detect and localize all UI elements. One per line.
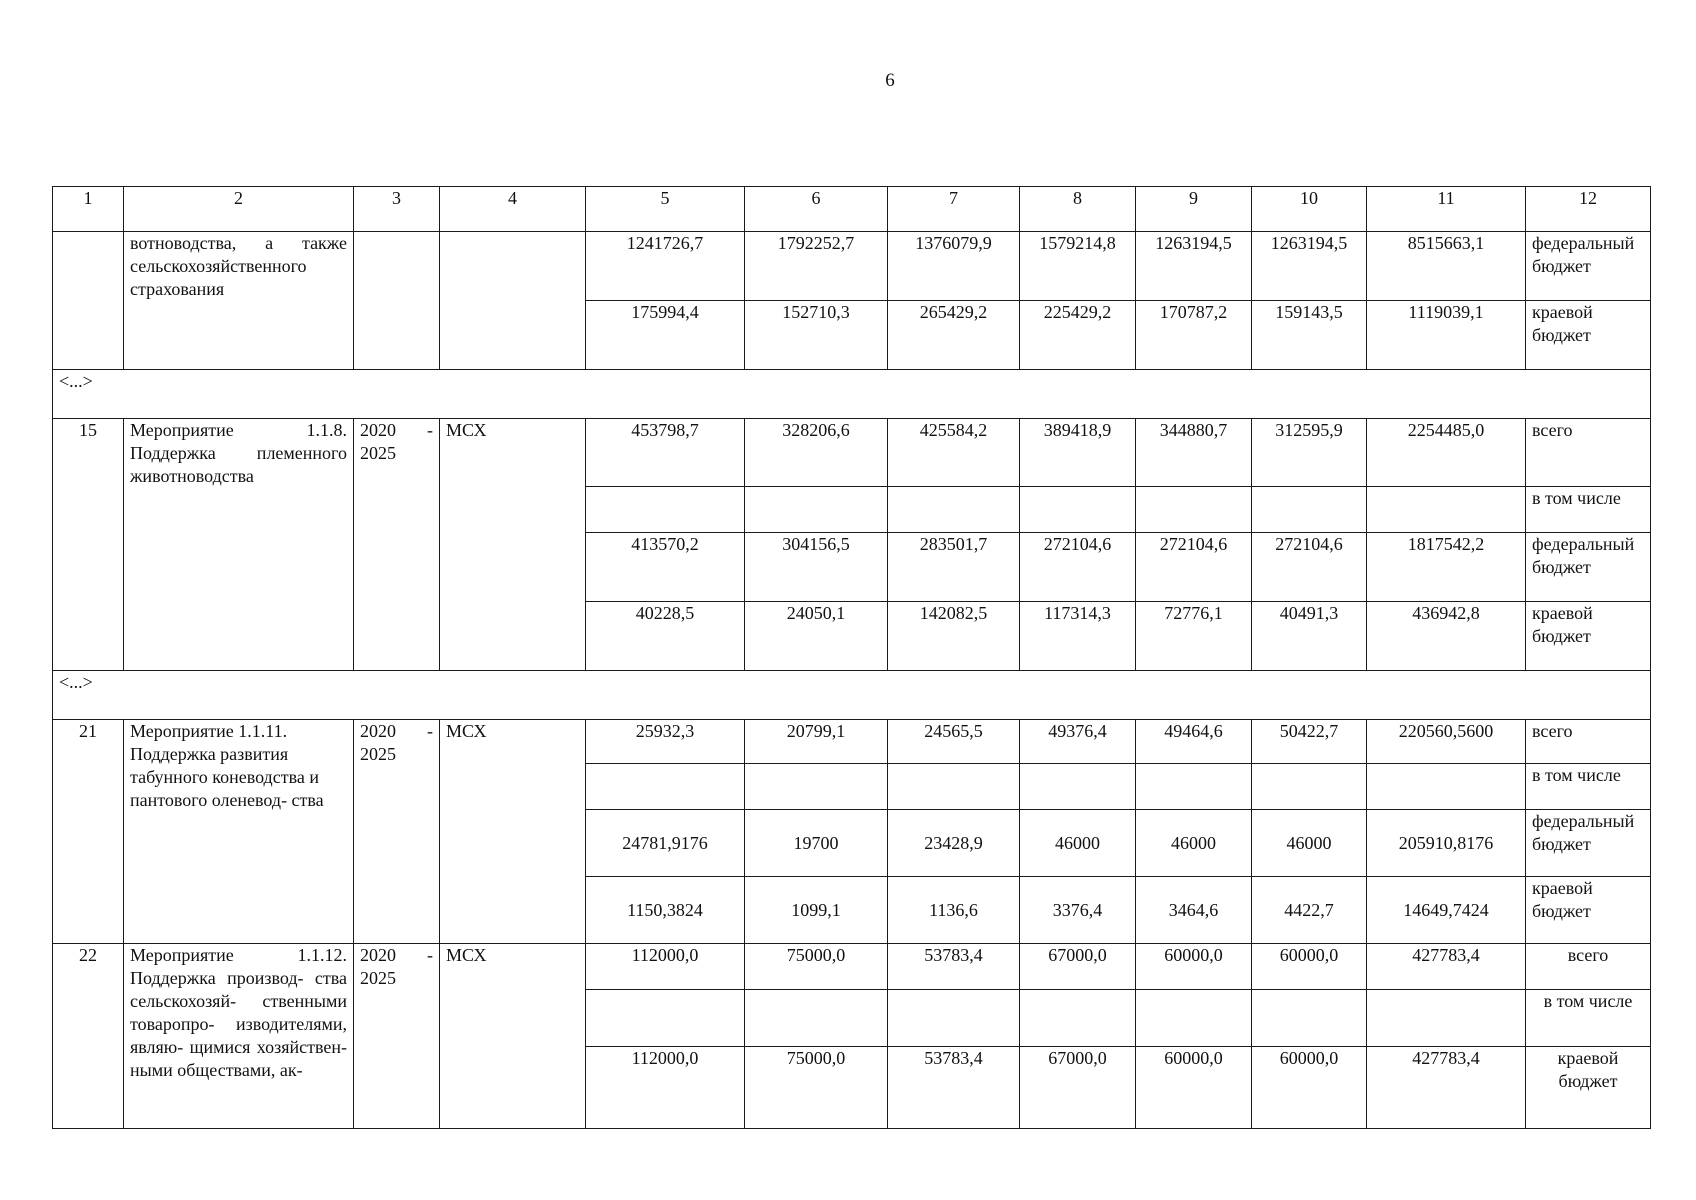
value-cell: 272104,6 [1136,533,1252,602]
value-cell: 413570,2 [586,533,745,602]
value-cell: 453798,7 [586,419,745,487]
value-cell [1136,990,1252,1047]
funding-source: краевой бюджет [1526,301,1651,370]
row-index: 15 [53,419,124,671]
value-cell: 283501,7 [888,533,1020,602]
total-cell: 427783,4 [1367,1047,1526,1129]
value-cell: 1376079,9 [888,232,1020,301]
funding-source: в том числе [1526,990,1651,1047]
total-cell: 14649,7424 [1367,877,1526,944]
value-cell: 24050,1 [745,602,888,671]
value-cell: 67000,0 [1020,944,1136,990]
value-cell [586,764,745,810]
header-cell: 9 [1136,187,1252,232]
activity-name: Мероприятие 1.1.12. Поддержка производ- ства сельскохозяй- ственными товаропро- изводителями, являю- щимися хозяйствен- ными обществами, ак- [124,944,354,1129]
period-start: 2020 [360,721,396,741]
value-cell: 1792252,7 [745,232,888,301]
value-cell [888,487,1020,533]
value-cell: 75000,0 [745,1047,888,1129]
header-cell: 1 [53,187,124,232]
activity-name: вотноводства, а также сельскохозяйственного страхования [124,232,354,370]
header-cell: 2 [124,187,354,232]
value-cell: 60000,0 [1252,944,1367,990]
value-cell: 46000 [1136,810,1252,877]
value-cell: 40491,3 [1252,602,1367,671]
value-cell: 60000,0 [1136,944,1252,990]
value-cell [586,487,745,533]
period-cell [354,720,440,944]
header-cell: 3 [354,187,440,232]
value-cell [745,487,888,533]
period-end: 2025 [360,968,396,988]
omitted-rows-marker: <...> [53,370,1651,419]
value-cell [1020,990,1136,1047]
value-cell [1136,487,1252,533]
value-cell: 1263194,5 [1252,232,1367,301]
total-cell: 8515663,1 [1367,232,1526,301]
value-cell: 272104,6 [1020,533,1136,602]
value-cell: 23428,9 [888,810,1020,877]
funding-source: краевой бюджет [1526,1047,1651,1129]
period-dash: - [427,721,433,741]
funding-source: федеральный бюджет [1526,810,1651,877]
value-cell: 1150,3824 [586,877,745,944]
ellipsis-row [53,671,1651,720]
table-row [53,419,1651,487]
value-cell [745,764,888,810]
header-cell: 8 [1020,187,1136,232]
funding-source: краевой бюджет [1526,602,1651,671]
value-cell [1136,764,1252,810]
value-cell: 46000 [1020,810,1136,877]
value-cell: 175994,4 [586,301,745,370]
total-cell: 1119039,1 [1367,301,1526,370]
period-dash: - [427,945,433,965]
funding-source: федеральный бюджет [1526,533,1651,602]
period-cell [354,232,440,370]
header-cell: 10 [1252,187,1367,232]
value-cell: 389418,9 [1020,419,1136,487]
value-cell: 1136,6 [888,877,1020,944]
total-cell [1367,487,1526,533]
value-cell [1252,990,1367,1047]
header-row [53,187,1651,232]
activity-name: Мероприятие 1.1.11. Поддержка развития табунного коневодства и пантового оленевод- ства [124,720,354,944]
value-cell: 152710,3 [745,301,888,370]
value-cell: 225429,2 [1020,301,1136,370]
value-cell: 112000,0 [586,944,745,990]
executor-cell: МСХ [440,944,586,1129]
funding-source: краевой бюджет [1526,877,1651,944]
value-cell: 159143,5 [1252,301,1367,370]
value-cell: 1241726,7 [586,232,745,301]
value-cell: 328206,6 [745,419,888,487]
total-cell [1367,764,1526,810]
value-cell: 53783,4 [888,1047,1020,1129]
value-cell: 75000,0 [745,944,888,990]
funding-source: в том числе [1526,764,1651,810]
value-cell: 1099,1 [745,877,888,944]
value-cell [888,990,1020,1047]
period-dash: - [427,420,433,440]
value-cell [1020,487,1136,533]
value-cell: 19700 [745,810,888,877]
executor-cell: МСХ [440,419,586,671]
funding-source: всего [1526,419,1651,487]
value-cell: 112000,0 [586,1047,745,1129]
total-cell: 220560,5600 [1367,720,1526,764]
value-cell [1252,487,1367,533]
value-cell: 53783,4 [888,944,1020,990]
budget-table [52,186,1651,1129]
funding-source: в том числе [1526,487,1651,533]
funding-source: всего [1526,720,1651,764]
value-cell: 40228,5 [586,602,745,671]
page-number: 6 [885,70,895,91]
value-cell: 25932,3 [586,720,745,764]
value-cell: 60000,0 [1252,1047,1367,1129]
value-cell: 3464,6 [1136,877,1252,944]
value-cell: 3376,4 [1020,877,1136,944]
value-cell: 72776,1 [1136,602,1252,671]
total-cell [1367,990,1526,1047]
value-cell: 1263194,5 [1136,232,1252,301]
index-cell [53,232,124,370]
row-index: 21 [53,720,124,944]
executor-cell: МСХ [440,720,586,944]
value-cell [1252,764,1367,810]
row-index: 22 [53,944,124,1129]
value-cell: 170787,2 [1136,301,1252,370]
value-cell: 425584,2 [888,419,1020,487]
funding-source: всего [1526,944,1651,990]
header-cell: 5 [586,187,745,232]
header-cell: 7 [888,187,1020,232]
value-cell [586,990,745,1047]
executor-cell [440,232,586,370]
total-cell: 427783,4 [1367,944,1526,990]
value-cell: 67000,0 [1020,1047,1136,1129]
omitted-rows-marker: <...> [53,671,1651,720]
table-row [53,944,1651,990]
value-cell [1020,764,1136,810]
funding-source: федеральный бюджет [1526,232,1651,301]
value-cell [888,764,1020,810]
value-cell: 304156,5 [745,533,888,602]
value-cell: 50422,7 [1252,720,1367,764]
header-cell: 11 [1367,187,1526,232]
value-cell: 24565,5 [888,720,1020,764]
period-cell [354,419,440,671]
header-cell: 4 [440,187,586,232]
period-end: 2025 [360,443,396,463]
value-cell: 46000 [1252,810,1367,877]
ellipsis-row [53,370,1651,419]
value-cell: 272104,6 [1252,533,1367,602]
value-cell: 344880,7 [1136,419,1252,487]
value-cell: 24781,9176 [586,810,745,877]
value-cell: 117314,3 [1020,602,1136,671]
period-start: 2020 [360,420,396,440]
period-end: 2025 [360,744,396,764]
total-cell: 1817542,2 [1367,533,1526,602]
value-cell: 60000,0 [1136,1047,1252,1129]
header-cell: 6 [745,187,888,232]
value-cell: 142082,5 [888,602,1020,671]
period-cell [354,944,440,1129]
period-start: 2020 [360,945,396,965]
value-cell: 1579214,8 [1020,232,1136,301]
total-cell: 436942,8 [1367,602,1526,671]
value-cell: 265429,2 [888,301,1020,370]
table-row [53,232,1651,301]
value-cell: 312595,9 [1252,419,1367,487]
header-cell: 12 [1526,187,1651,232]
total-cell: 2254485,0 [1367,419,1526,487]
activity-name: Мероприятие 1.1.8. Поддержка племенного животноводства [124,419,354,671]
value-cell: 49376,4 [1020,720,1136,764]
total-cell: 205910,8176 [1367,810,1526,877]
table-row [53,720,1651,764]
value-cell [745,990,888,1047]
value-cell: 49464,6 [1136,720,1252,764]
value-cell: 20799,1 [745,720,888,764]
value-cell: 4422,7 [1252,877,1367,944]
